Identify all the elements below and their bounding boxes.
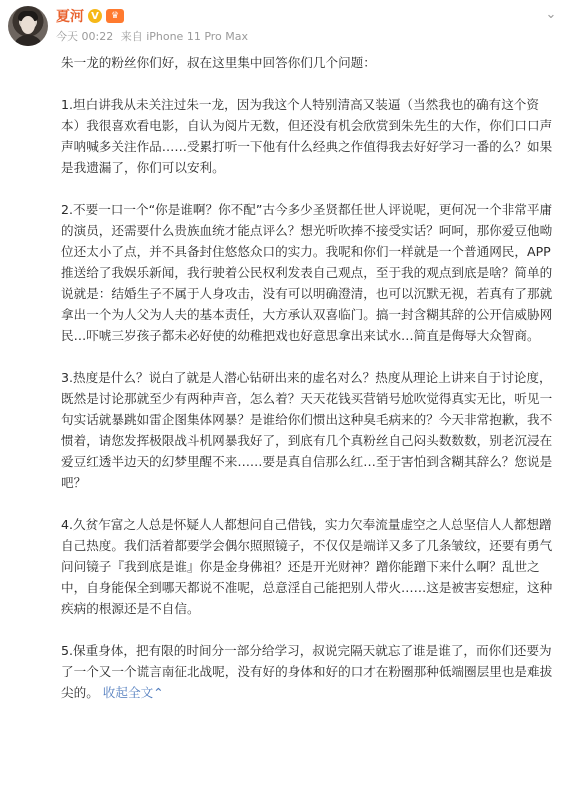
- post-content: [61, 52, 556, 703]
- collapse-full-text-link[interactable]: [103, 685, 164, 700]
- post-paragraph-5-text: 5.保重身体，把有限的时间分一部分给学习，叔说完隔天就忘了谁是谁了，而你们还要为了一个又一个谎言南征北战呢，没有好的身体和好的口才在粉圈那种低端圈层里也是难拔尖的。: [61, 643, 553, 700]
- vip-crown-icon: ♛: [106, 9, 124, 23]
- post-meta: [56, 28, 557, 44]
- post-source: 来自 iPhone 11 Pro Max: [120, 30, 249, 43]
- author-row: [56, 6, 557, 26]
- collapse-label: 收起全文: [102, 685, 154, 700]
- post-paragraph-intro: 朱一龙的粉丝你们好，叔在这里集中回答你们几个问题：: [61, 55, 376, 70]
- avatar-body: [13, 35, 43, 46]
- verified-badge-icon: V: [88, 9, 102, 23]
- avatar-face: [21, 16, 35, 34]
- author-avatar[interactable]: [8, 6, 48, 46]
- post-paragraph-1: 1.坦白讲我从未关注过朱一龙，因为我这个人特别清高又装逼（当然我也的确有这个资本）我很喜欢看电影，自认为阅片无数，但还没有机会欣赏到朱先生的大作，你们口口声声呐喊多关注作品……受累打听一下他有什么经典之作值得我去好好学习一番的么？如果是我遗漏了，你们可以安利。: [61, 97, 553, 175]
- post-paragraph-5: [61, 640, 556, 703]
- post-paragraph-4: 4.久贫乍富之人总是怀疑人人都想问自己借钱，实力欠奉流量虚空之人总坚信人人都想蹭自己热度。我们活着都要学会偶尔照照镜子，不仅仅是端详又多了几条皱纹，还要有勇气问问镜子『我到底是谁』你是金身佛祖？还是开光财神？蹭你能蹭下来什么啊？乱世之中，自身能保全到哪天都说不准呢，总意淫自己能把别人带火……这是被害妄想症，这种疾病的根源还是不自信。: [61, 517, 553, 616]
- post-header: [56, 6, 557, 46]
- post-menu-chevron-icon[interactable]: ⌄: [545, 6, 557, 22]
- author-name[interactable]: 夏河: [56, 9, 84, 25]
- post-paragraph-3: 3.热度是什么？说白了就是人潜心钻研出来的虚名对么？热度从理论上讲来自于讨论度，既然是讨论那就至少有两种声音，怎么着？天天花钱买营销号尬吹觉得真实无比，听见一句实话就暴跳如雷企图集体网暴？是谁给你们惯出这种臭毛病来的？今天非常抱歉，我不惯着，请您发挥极限战斗机网暴我好了，到底有几个真粉丝自己闷头数数数，别老沉浸在爱豆红透半边天的幻梦里醒不来……要是真自信那么红…至于害怕到含糊其辞么？您说是吧？: [61, 370, 553, 490]
- collapse-arrow-icon: ⌃: [153, 685, 164, 700]
- post-time: 今天 00:22: [56, 30, 114, 43]
- post-paragraph-2: 2.不要一口一个“你是谁啊？你不配”古今多少圣贤都任世人评说呢，更何况一个非常平庸的演员，还需要什么贵族血统才能点评么？想光听吹捧不接受实话？呵呵，那你爱豆他呦位还太小了点，并不具备封住悠悠众口的实力。我呢和你们一样就是一个普通网民，APP推送给了我娱乐新闻，我行驶着公民权利发表自己观点，至于我的观点到底是啥？简单的说就是：结婚生子不属于人身攻击，没有可以明确澄清，也可以沉默无视，若真有了那就拿出一个为人父为人夫的基本责任，大方承认双喜临门。搞一封含糊其辞的公开信威胁网民…吓唬三岁孩子都未必好使的幼稚把戏也好意思拿出来试水…简直是侮辱大众智商。: [61, 202, 553, 343]
